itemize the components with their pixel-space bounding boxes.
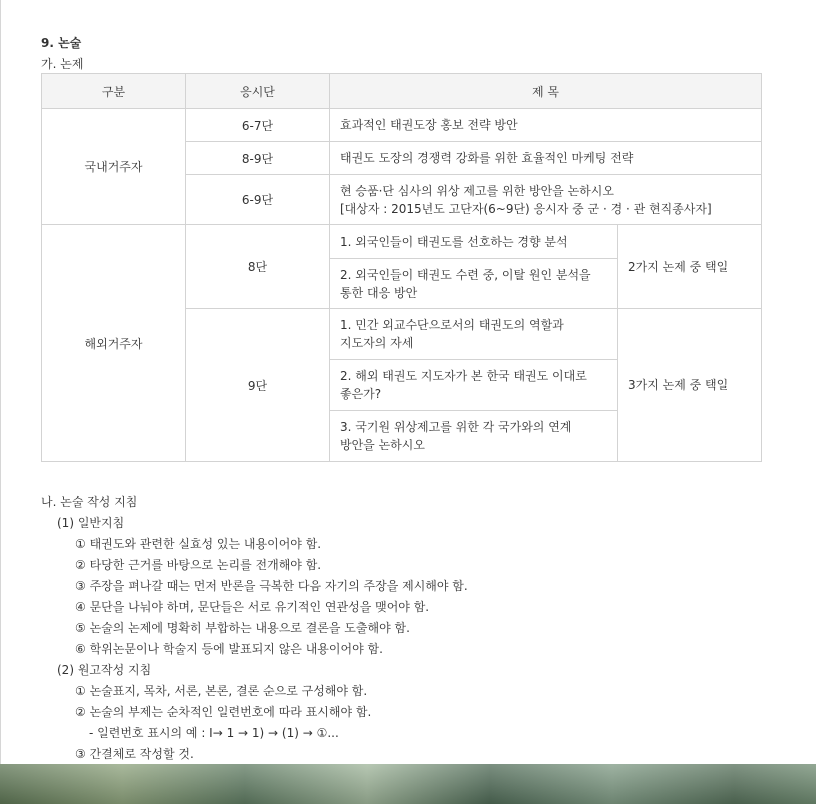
content-border <box>0 0 1 764</box>
topic-line: 통한 대응 방안 <box>340 285 418 300</box>
list-item: ② 타당한 근거를 바탕으로 논리를 전개해야 함. <box>75 558 322 572</box>
topic-line: 방안을 논하시오 <box>340 438 425 452</box>
category-overseas: 해외거주자 <box>42 225 186 462</box>
table-row <box>42 109 762 142</box>
general-guidelines-title: (1) 일반지침 <box>57 516 125 530</box>
choice-note: 3가지 논제 중 택일 <box>618 309 762 462</box>
dan-cell: 9단 <box>186 309 330 462</box>
topic-cell <box>330 225 618 259</box>
list-item: ③ 주장을 펴나갈 때는 먼저 반론을 극복한 다음 자기의 주장을 제시해야 함. <box>75 579 468 593</box>
topic-cell <box>330 309 618 360</box>
topic-cell: 태권도 도장의 경쟁력 강화를 위한 효율적인 마케팅 전략 <box>330 142 762 175</box>
topic-line: 지도자의 자세 <box>340 336 414 350</box>
dan-cell: 6-9단 <box>186 175 330 225</box>
topic-target-note: [대상자 : 2015년도 고단자(6~9단) 응시자 중 군 · 경 · 관 현직종사자] <box>340 201 712 216</box>
topic-cell <box>330 360 618 411</box>
list-item: ② 논술의 부제는 순차적인 일련번호에 따라 표시해야 함. <box>75 705 372 719</box>
header-title: 제 목 <box>330 74 762 109</box>
table-row <box>42 225 762 259</box>
header-category: 구분 <box>42 74 186 109</box>
essay-topics-table <box>41 73 762 462</box>
list-item: ⑤ 논술의 논제에 명확히 부합하는 내용으로 결론을 도출해야 함. <box>75 621 410 635</box>
guidelines-title: 나. 논술 작성 지침 <box>41 495 138 509</box>
background-image-overlay <box>0 764 816 804</box>
topics-subtitle: 가. 논제 <box>41 57 84 71</box>
topic-cell <box>330 259 618 309</box>
topic-line: 1. 외국인들이 태권도를 선호하는 경향 분석 <box>340 234 568 249</box>
dan-cell: 8단 <box>186 225 330 309</box>
topic-cell: 효과적인 태권도장 홍보 전략 방안 <box>330 109 762 142</box>
manuscript-guidelines-title: (2) 원고작성 지침 <box>57 663 152 677</box>
category-domestic: 국내거주자 <box>42 109 186 225</box>
topic-line: 3. 국기원 위상제고를 위한 각 국가와의 연계 <box>340 420 572 434</box>
topic-line: 1. 민간 외교수단으로서의 태권도의 역할과 <box>340 318 564 332</box>
list-item: ④ 문단을 나눠야 하며, 문단들은 서로 유기적인 연관성을 맺어야 함. <box>75 600 430 614</box>
dan-cell: 6-7단 <box>186 109 330 142</box>
topic-line: 좋은가? <box>340 387 382 401</box>
topic-line: 2. 외국인들이 태권도 수련 중, 이탈 원인 분석을 <box>340 267 591 282</box>
dan-cell: 8-9단 <box>186 142 330 175</box>
section-title: 9. 논술 <box>41 36 82 50</box>
table-header-row <box>42 74 762 109</box>
topic-line: 현 승품·단 심사의 위상 제고를 위한 방안을 논하시오 <box>340 183 614 198</box>
topic-cell <box>330 411 618 462</box>
list-item: ⑥ 학위논문이나 학술지 등에 발표되지 않은 내용이어야 함. <box>75 642 383 656</box>
choice-note: 2가지 논제 중 택일 <box>618 225 762 309</box>
topic-line: 2. 해외 태권도 지도자가 본 한국 태권도 이대로 <box>340 369 587 383</box>
topic-cell <box>330 175 762 225</box>
header-dan: 응시단 <box>186 74 330 109</box>
list-item: ① 논술표지, 목차, 서론, 본론, 결론 순으로 구성해야 함. <box>75 684 368 698</box>
list-item: ① 태권도와 관련한 실효성 있는 내용이어야 함. <box>75 537 322 551</box>
list-item: ③ 간결체로 작성할 것. <box>75 747 194 761</box>
guidelines-section <box>41 492 468 765</box>
numbering-example: - 일련번호 표시의 예 : Ⅰ→ 1 → 1) → (1) → ①... <box>89 726 339 740</box>
